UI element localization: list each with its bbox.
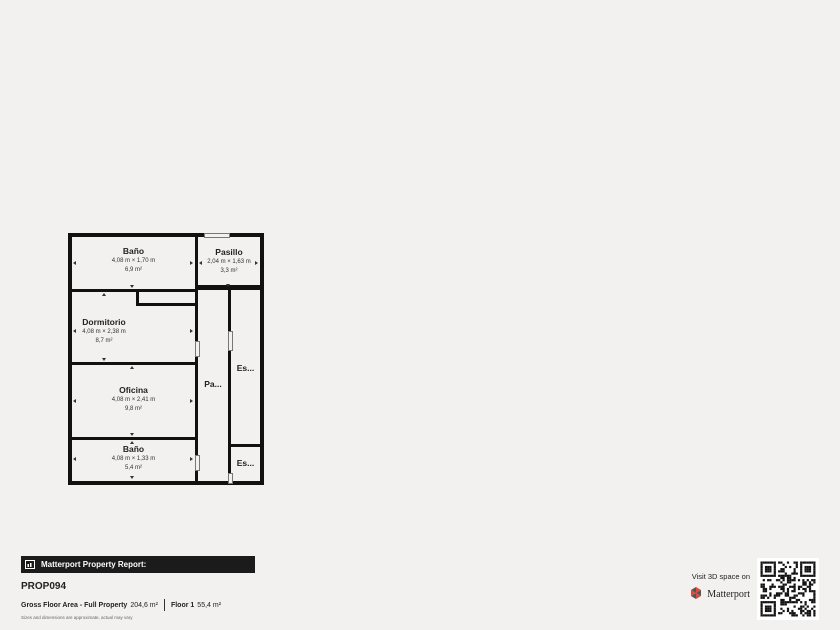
dimension-tick [130,433,134,436]
report-header [21,556,255,573]
wall [72,362,195,365]
gross-area-value: 204,6 m² [130,601,158,609]
door [228,473,233,484]
gross-area-label: Gross Floor Area - Full Property [21,601,128,609]
dimension-tick [130,366,134,369]
dimension-tick [73,457,76,461]
room-dimensions: 4,08 m × 2,38 m [82,329,126,335]
home-report-icon [25,560,35,569]
room-area: 5,4 m² [124,465,142,471]
wall [72,437,195,440]
floor-label: Floor 1 [170,601,195,609]
matterport-logo-icon [689,586,703,603]
dimension-tick [73,399,76,403]
qr-code-icon[interactable] [757,558,819,620]
floor-area-value: 55,4 m² [197,601,222,609]
door [228,331,233,351]
door [195,455,200,471]
room-name: Pasillo [215,247,243,257]
wall [68,481,264,485]
room-name: Dormitorio [82,317,126,327]
wall [136,303,195,306]
dimension-tick [255,261,258,265]
door [204,233,230,238]
dimension-tick [130,285,134,288]
room-bano-top [72,246,195,275]
floor-plan [68,233,264,485]
dimension-tick [130,441,134,444]
disclaimer: Sizes and dimensions are approximate, actual may vary [21,615,133,620]
room-name: Es... [236,458,255,468]
room-name: Es... [236,363,255,373]
wall [228,285,231,485]
visit-3d-block[interactable] [668,572,750,603]
property-id: PROP094 [21,581,67,592]
visit-text: Visit 3D space on [691,572,750,581]
dimension-tick [190,457,193,461]
dimension-tick [190,329,193,333]
matterport-brand-label: Matterport [707,589,750,600]
dimension-tick [199,261,202,265]
dimension-tick [190,261,193,265]
room-name: Oficina [119,385,148,395]
room-pasillo [194,247,264,276]
wall [68,233,264,237]
room-pasillo-short [198,379,228,390]
dimension-tick [73,329,76,333]
room-name: Baño [122,246,145,256]
report-header-label: Matterport Property Report: [41,560,147,569]
room-dimensions: 2,04 m × 1,63 m [207,259,251,265]
dimension-tick [130,476,134,479]
dimension-tick [190,399,193,403]
wall [72,289,195,292]
dimension-tick [102,358,106,361]
room-dimensions: 4,08 m × 2,41 m [111,397,156,403]
room-area: 9,8 m² [124,406,142,412]
wall [231,444,260,447]
room-es-lower [231,458,260,469]
property-report [21,556,255,620]
room-es-upper [231,363,260,374]
area-summary [21,599,255,611]
dimension-tick [102,293,106,296]
room-bano-bottom [72,444,195,473]
room-area: 8,7 m² [95,338,113,344]
matterport-brand [668,586,750,603]
room-name: Pa... [204,379,222,389]
dimension-tick [73,261,76,265]
room-dimensions: 4,08 m × 1,33 m [111,456,156,462]
room-oficina [72,385,195,414]
room-dormitorio [68,317,140,346]
room-dimensions: 4,08 m × 1,70 m [111,258,156,264]
room-name: Baño [122,444,145,454]
room-area: 6,9 m² [124,267,142,273]
door [195,341,200,357]
divider [164,599,165,611]
room-area: 3,3 m² [220,268,238,274]
dimension-tick [226,284,230,287]
